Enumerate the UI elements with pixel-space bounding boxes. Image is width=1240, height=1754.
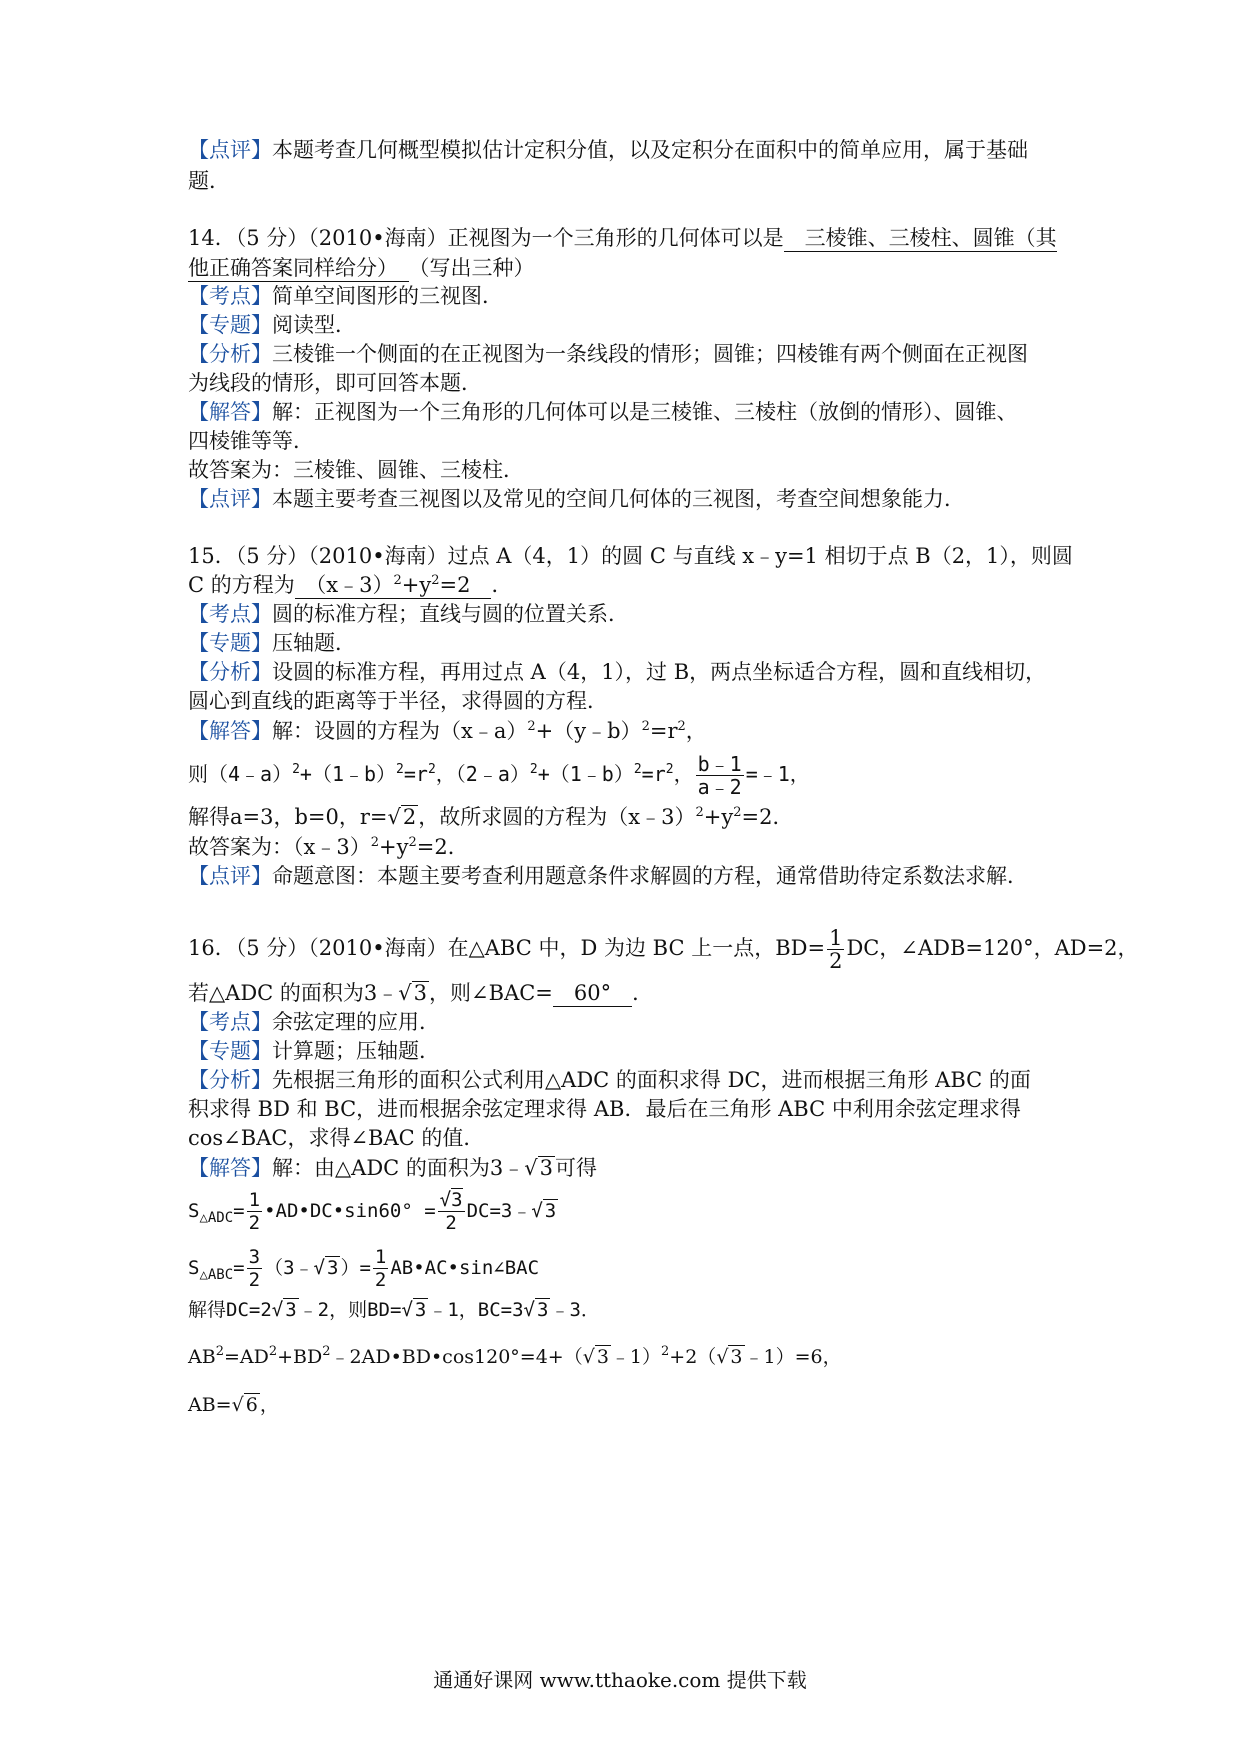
kaodian-line <box>188 281 503 311</box>
text: 故答案为：（x﹣3） <box>188 835 371 859</box>
question-text: 15．（5 分）（2010•海南）过点 A（4，1）的圆 C 与直线 x﹣y=1 相切于点 B（2，1），则圆 <box>188 544 1073 568</box>
text-line <box>188 426 314 456</box>
sqrt: √ 3 <box>582 1346 609 1368</box>
tag-zhuanti: 【专题】 <box>188 1039 272 1063</box>
review-line <box>188 135 1028 165</box>
text: 解：设圆的方程为（x﹣a） <box>272 719 528 743</box>
text: （x﹣3） <box>294 573 394 597</box>
denominator: 2 <box>445 1212 457 1234</box>
text: DC=3﹣ <box>466 1200 532 1222</box>
text: ﹣1，BC=3 <box>428 1299 524 1321</box>
jieda-line <box>188 1153 597 1183</box>
numerator: 1 <box>374 1246 387 1268</box>
text: ，故所求圆的方程为（x﹣3） <box>418 805 696 829</box>
denominator: 2 <box>248 1212 261 1234</box>
math: 3﹣ <box>363 981 399 1005</box>
text: AB•AC•sin∠BAC <box>390 1257 540 1279</box>
text: 简单空间图形的三视图． <box>272 284 503 308</box>
text: S <box>188 1257 200 1279</box>
text: 四棱锥等等． <box>188 429 314 453</box>
text: +（y﹣b） <box>535 719 642 743</box>
exponent: 2 <box>322 1344 331 1359</box>
tag-zhuanti: 【专题】 <box>188 313 272 337</box>
radicand: 3 <box>326 1257 339 1279</box>
text: DC，∠ADB=120°，AD=2， <box>846 936 1139 960</box>
radicand: 3 <box>537 1299 549 1321</box>
text: 解：由△ADC 的面积为 <box>272 1156 490 1180</box>
answer-line <box>188 832 469 862</box>
sqrt: √ 3 <box>716 1346 743 1368</box>
denominator: 2 <box>374 1269 387 1291</box>
answer-blank: 三棱锥、三棱柱、圆锥（其 <box>783 226 1057 250</box>
question-14-cont <box>188 253 535 283</box>
text: 余弦定理的应用． <box>272 1010 440 1034</box>
tag-fenxi: 【分析】 <box>188 660 272 684</box>
text: 计算题；压轴题． <box>272 1039 440 1063</box>
radicand: 3 <box>539 1156 554 1180</box>
sqrt: √ 3 <box>271 1299 297 1321</box>
exponent: 2 <box>641 719 650 734</box>
math: 3﹣ <box>489 1156 525 1180</box>
text: C 的方程为 <box>188 573 295 597</box>
text: 圆的标准方程；直线与圆的位置关系． <box>272 602 629 626</box>
text: = <box>233 1257 245 1279</box>
text: ， <box>673 762 694 786</box>
review-line <box>188 861 1028 891</box>
denominator: 2 <box>248 1269 261 1291</box>
text: cos∠BAC，求得∠BAC 的值． <box>188 1126 485 1150</box>
exponent: 2 <box>408 835 417 850</box>
text: 解得a=3，b=0，r= <box>188 805 388 829</box>
fenxi-line <box>188 657 1046 687</box>
text: =AD <box>223 1346 269 1368</box>
exponent: 2 <box>665 762 674 777</box>
text: （写出三种） <box>408 256 535 280</box>
equation-s-abc <box>188 1243 539 1293</box>
text: ﹣1）=6， <box>744 1346 842 1368</box>
text: 解：正视图为一个三角形的几何体可以是三棱锥、三棱柱（放倒的情形）、圆锥、 <box>272 400 1018 424</box>
sqrt: √3 <box>524 1156 554 1180</box>
footer-credit: 通通好课网 www.tthaoke.com 提供下载 <box>433 1668 807 1692</box>
radicand: 3 <box>544 1200 557 1222</box>
text: AB <box>188 1346 216 1368</box>
text: ﹣1） <box>610 1346 662 1368</box>
exponent: 2 <box>431 573 440 588</box>
answer-blank: 他正确答案同样给分） <box>188 256 409 280</box>
answer-blank <box>295 572 492 599</box>
exponent: 2 <box>396 762 404 777</box>
text: 积求得 BD 和 BC，进而根据余弦定理求得 AB．最后在三角形 ABC 中利用余弦定理求得 <box>188 1097 1021 1121</box>
subscript: △ADC <box>199 1210 234 1226</box>
text: 先根据三角形的面积公式利用△ADC 的面积求得 DC，进而根据三角形 ABC 的面 <box>272 1068 1031 1092</box>
question-14 <box>188 223 1057 253</box>
text: 可得 <box>555 1156 598 1180</box>
text: S <box>188 1200 200 1222</box>
text: ﹣2AD•BD•cos120°=4+（ <box>330 1346 583 1368</box>
text: 则（4﹣a） <box>188 762 293 786</box>
text: = <box>233 1200 245 1222</box>
jieda-line: 【解答】解：设圆的方程为$(x﹣a)^2+(y﹣b)^2=r^2$， <box>188 719 707 743</box>
numerator: b﹣1 <box>697 752 742 776</box>
question-text: 16．（5 分）（2010•海南）在△ABC 中，D 为边 BC 上一点，BD= <box>188 936 826 960</box>
text: •AD•DC•sin60° = <box>264 1200 436 1222</box>
zhuanti-line <box>188 628 356 658</box>
text: ，（2﹣a） <box>435 762 530 786</box>
text-line <box>188 1123 484 1153</box>
subscript: △ABC <box>199 1267 234 1283</box>
sqrt: √3 <box>398 981 428 1005</box>
text: 故答案为：三棱锥、圆锥、三棱柱． <box>188 458 524 482</box>
question-text: 14．（5 分）（2010•海南）正视图为一个三角形的几何体可以是 <box>188 226 784 250</box>
sqrt: √2 <box>387 805 417 829</box>
denominator: a﹣2 <box>697 775 742 799</box>
tag-kaodian: 【考点】 <box>188 284 272 308</box>
text: 本题主要考查三视图以及常见的空间几何体的三视图，考查空间想象能力． <box>272 487 965 511</box>
text: =﹣1， <box>745 762 810 786</box>
radicand: 3 <box>730 1346 743 1368</box>
zhuanti-line <box>188 310 356 340</box>
exponent: 2 <box>393 573 402 588</box>
text: 若△ADC 的面积为 <box>188 981 364 1005</box>
numerator: 1 <box>248 1189 261 1211</box>
text: 命题意图：本题主要考查利用题意条件求解圆的方程，通常借助待定系数法求解． <box>272 864 1028 888</box>
tag-dianping: 【点评】 <box>188 138 272 162</box>
tag-dianping: 【点评】 <box>188 864 272 888</box>
exponent: 2 <box>370 835 379 850</box>
solution-line <box>188 802 793 832</box>
radicand: 3 <box>451 1189 463 1211</box>
text-line <box>188 368 482 398</box>
text: 阅读型． <box>272 313 356 337</box>
jieda-line <box>188 397 1018 427</box>
fraction <box>827 927 844 972</box>
text: ﹣3． <box>550 1299 600 1321</box>
denominator: 2 <box>829 949 843 973</box>
sqrt: √ 3 <box>531 1200 557 1222</box>
text: 为线段的情形，即可回答本题． <box>188 371 482 395</box>
kaodian-line <box>188 599 629 629</box>
text: 解得DC=2 <box>188 1299 272 1321</box>
tag-kaodian: 【考点】 <box>188 1010 272 1034</box>
sqrt: √ 3 <box>401 1299 427 1321</box>
text: +（1﹣b） <box>299 762 397 786</box>
text: 三棱锥一个侧面的在正视图为一条线段的情形；圆锥；四棱锥有两个侧面在正视图 <box>272 342 1028 366</box>
equation-line <box>188 752 810 798</box>
question-15-cont: C 的方程为 $(x﹣3)^2+y^2=2$ ． <box>188 573 513 597</box>
radicand: 3 <box>414 1299 427 1321</box>
fraction <box>247 1246 262 1291</box>
tag-fenxi: 【分析】 <box>188 342 272 366</box>
sqrt: √ 3 <box>313 1257 339 1279</box>
tag-kaodian: 【考点】 <box>188 602 272 626</box>
review-line <box>188 484 965 514</box>
tag-fenxi: 【分析】 <box>188 1068 272 1092</box>
text: +（1﹣b） <box>537 762 634 786</box>
radicand: 3 <box>285 1299 297 1321</box>
exponent: 2 <box>527 719 536 734</box>
text: +2（ <box>669 1346 717 1368</box>
tag-jieda: 【解答】 <box>188 719 272 743</box>
text: +y <box>401 573 432 597</box>
fraction <box>696 753 744 798</box>
text: AB= <box>188 1394 232 1416</box>
solution-line <box>188 1295 600 1325</box>
tag-jieda: 【解答】 <box>188 400 272 424</box>
text: +y <box>379 835 409 859</box>
kaodian-line <box>188 1007 440 1037</box>
fraction <box>247 1189 262 1234</box>
solution-line <box>188 1342 842 1372</box>
tag-jieda: 【解答】 <box>188 1156 272 1180</box>
radicand: 2 <box>402 805 417 829</box>
fraction <box>373 1246 388 1291</box>
answer-line <box>188 455 524 485</box>
question-16-cont: 若△ADC 的面积为3﹣√3，则∠BAC= 60° ． <box>188 978 653 1008</box>
exponent: 2 <box>695 805 704 820</box>
exponent: 2 <box>529 762 538 777</box>
numerator: 3 <box>248 1246 261 1268</box>
text: =r <box>403 762 428 786</box>
fenxi-line <box>188 1065 1031 1095</box>
text: =2． <box>416 835 469 859</box>
text: 圆心到直线的距离等于半径，求得圆的方程． <box>188 689 608 713</box>
text: +y <box>703 805 734 829</box>
solution-line <box>188 1390 279 1420</box>
radicand: 6 <box>245 1394 258 1416</box>
question-15 <box>188 541 1073 571</box>
numerator: 1 <box>829 926 843 950</box>
exponent: 2 <box>733 805 742 820</box>
equation-s-adc <box>188 1186 558 1236</box>
exponent: 2 <box>633 762 642 777</box>
question-16 <box>188 924 1139 972</box>
zhuanti-line <box>188 1036 440 1066</box>
text: 本题考查几何概型模拟估计定积分值，以及定积分在面积中的简单应用，属于基础 <box>272 138 1028 162</box>
answer-blank: 60° <box>552 981 633 1005</box>
radicand: 3 <box>413 981 428 1005</box>
text: ， <box>259 1394 279 1416</box>
text-line <box>188 686 608 716</box>
text: ﹣2，则BD= <box>298 1299 402 1321</box>
text: +BD <box>277 1346 323 1368</box>
numerator: √3 <box>439 1189 463 1211</box>
exponent: 2 <box>215 1344 224 1359</box>
sqrt: √ 6 <box>231 1394 258 1416</box>
text: 题． <box>188 169 230 193</box>
text: =r <box>649 719 678 743</box>
exponent: 2 <box>661 1344 670 1359</box>
exponent: 2 <box>268 1344 278 1359</box>
text: 设圆的标准方程，再用过点 A（4，1），过 B，两点坐标适合方程，圆和直线相切， <box>272 660 1047 684</box>
text: =2． <box>741 805 794 829</box>
sqrt: √ 3 <box>523 1299 549 1321</box>
radicand: 3 <box>596 1346 609 1368</box>
fenxi-line <box>188 339 1028 369</box>
text: （3﹣ <box>264 1257 314 1279</box>
exponent: 2 <box>292 762 300 777</box>
tag-dianping: 【点评】 <box>188 487 272 511</box>
text-line <box>188 166 230 196</box>
text: ，则∠BAC= <box>429 981 553 1005</box>
exponent: 2 <box>677 719 686 734</box>
text: ）= <box>340 1257 371 1279</box>
text: =2 <box>439 573 492 597</box>
text: 压轴题． <box>272 631 356 655</box>
exponent: 2 <box>427 762 436 777</box>
fraction <box>438 1189 465 1234</box>
tag-zhuanti: 【专题】 <box>188 631 272 655</box>
text: =r <box>641 762 666 786</box>
text-line <box>188 1094 1021 1124</box>
